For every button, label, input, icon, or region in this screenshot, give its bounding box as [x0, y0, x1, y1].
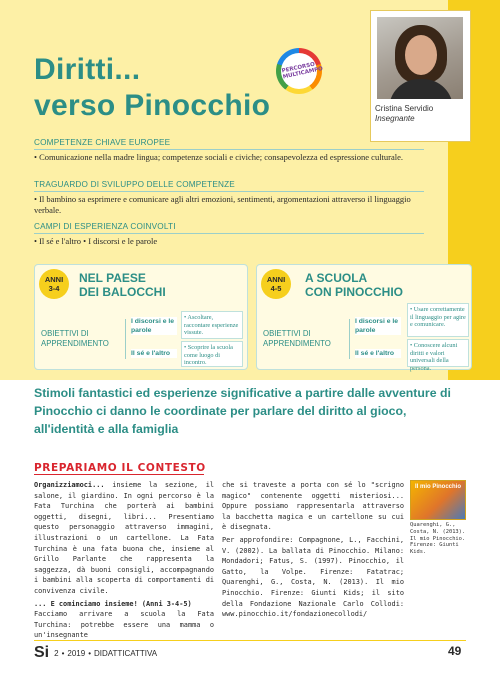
section-campi	[34, 222, 424, 247]
prep-rule	[34, 474, 204, 475]
section-body: • Comunicazione nella madre lingua; competenze sociali e civiche; consapevolezza ed espressione culturale.	[34, 152, 404, 162]
author-photo	[377, 17, 463, 99]
col2-paragraph-2: Per approfondire: Compagnone, L., Facchini, V. (2002). La ballata di Pinocchio. Milano: Mondadori; Fatus, S. (1997). Pinocchio, il Gatto, la Volpe. Firenze: Fatatrac; Quarenghi, G., Costa, N. (2013). Il mio Pinocchio. Firenze: Giunti Kids; il sito della Fondazione Nazionale Carlo Collodi: www.pinocchio.it/fondazionecollodi/	[222, 535, 404, 619]
section-traguardo	[34, 180, 424, 216]
section-heading: COMPETENZE CHIAVE EUROPEE	[34, 138, 424, 150]
age-badge: ANNI 3-4	[39, 269, 69, 299]
text-column-2	[222, 480, 404, 622]
prep-heading: PREPARIAMO IL CONTESTO	[34, 462, 206, 474]
title-line-1: Diritti...	[34, 53, 141, 86]
section-competenze	[34, 138, 424, 163]
footer-rule	[34, 640, 466, 641]
footer: Si 2 • 2019 • DIDATTICATTIVA	[34, 644, 158, 661]
stamp-text: PERCORSO MULTICAMPO	[281, 61, 324, 81]
title-line-2: verso Pinocchio	[34, 89, 271, 122]
multicampo-stamp-icon	[276, 48, 322, 94]
goal-1: • Usare correttamente il linguaggio per agire e comunicare.	[407, 303, 469, 337]
author-role: Insegnante	[375, 114, 415, 123]
objectives-label: OBIETTIVI DI APPRENDIMENTO	[263, 329, 331, 348]
box-title: A SCUOLA CON PINOCCHIO	[305, 271, 404, 299]
section-body: • Il sé e l'altro • I discorsi e le parole	[34, 236, 158, 246]
field-se-altro: Il sé e l'altro	[131, 349, 177, 358]
box-title: NEL PAESE DEI BALOCCHI	[79, 271, 166, 299]
book-cover-image: Il mio Pinocchio	[410, 480, 466, 520]
author-name: Cristina Servidio	[375, 104, 434, 113]
goal-1: • Ascoltare, raccontare esperienze vissute.	[181, 311, 243, 339]
lead-paragraph: Stimoli fantastici ed esperienze significative a partire dalle avventure di Pinocchio ci danno le coordinate per parlare del diritto al gioco, all'identità e alla famiglia	[34, 386, 451, 436]
section-heading: TRAGUARDO DI SVILUPPO DELLE COMPETENZE	[34, 180, 424, 192]
field-discorsi: I discorsi e le parole	[131, 317, 177, 335]
magazine-name: DIDATTICATTIVA	[94, 648, 158, 658]
field-se-altro: Il sé e l'altro	[355, 349, 401, 358]
section-heading: CAMPI DI ESPERIENZA COINVOLTI	[34, 222, 424, 234]
page-title	[34, 52, 270, 124]
text-column-1	[34, 480, 214, 643]
box-anni-3-4	[34, 264, 248, 370]
box-anni-4-5	[256, 264, 472, 370]
col1-paragraph-2: ... E cominciamo insieme! (Anni 3-4-5) Facciamo arrivare a scuola la Fata Turchina: potrebbe essere una mamma o un'insegnante	[34, 599, 214, 640]
col2-paragraph-1: che si traveste a porta con sé lo "scrigno magico" contenente oggetti misteriosi... Oppure possiamo rappresentarla attraverso la bacchetta magica e un cartellone su cui è disegnata.	[222, 481, 404, 532]
book-caption: Quarenghi, G., Costa, N. (2013). Il mio Pinocchio. Firenze: Giunti Kids.	[410, 522, 466, 556]
goal-2: • Scoprire la scuola come luogo di incontro.	[181, 341, 243, 367]
col1-paragraph-1: Organizziamoci... insieme la sezione, il salone, il giardino. In ogni percorso è la Fata Turchina che porterà ai bambini oggetti, disegni, libri... Presentiamo questo personaggio attraverso immagini, illustrazioni o un cartellone. La Fata Turchina è una fata buona che, insieme al Grillo Parlante che rappresenta la saggezza, dà buoni consigli, accompagnando i bambini alla scoperta di comportamenti di convivenza civile.	[34, 481, 214, 595]
field-discorsi: I discorsi e le parole	[355, 317, 401, 335]
objectives-label: OBIETTIVI DI APPRENDIMENTO	[41, 329, 109, 348]
age-badge: ANNI 4-5	[261, 269, 291, 299]
magazine-logo: Si	[34, 644, 50, 661]
goal-2: • Conoscere alcuni diritti e valori universali della persona.	[407, 339, 469, 367]
page-number: 49	[448, 644, 462, 658]
section-body: • Il bambino sa esprimere e comunicare agli altri emozioni, sentimenti, argomentazioni attraverso il linguaggio verbale.	[34, 194, 411, 215]
